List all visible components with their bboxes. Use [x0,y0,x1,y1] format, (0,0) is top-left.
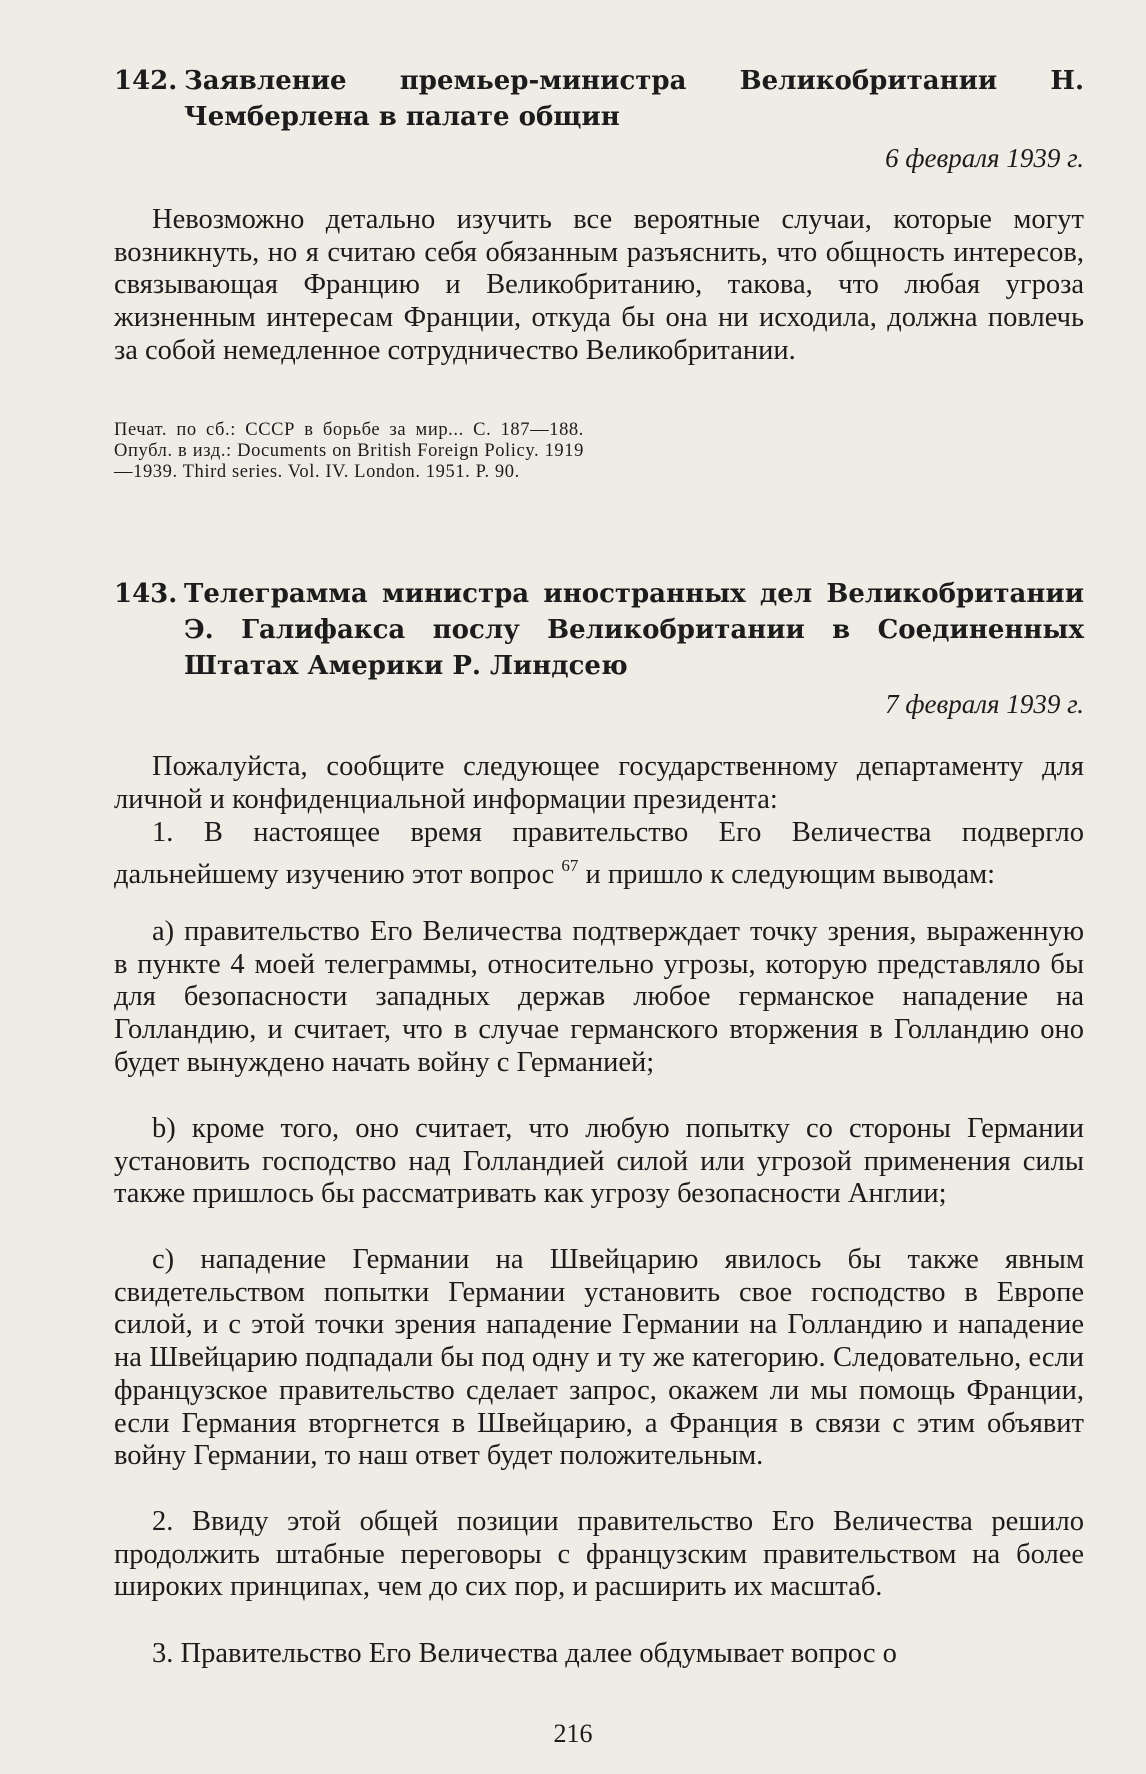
doc143-number: 143. [114,579,178,609]
doc143-title: Телеграмма министра иностранных дел Великобритании Э. Галифакса послу Великобритании в Соединенных Штатах Америки Р. Линдсею [184,579,1084,681]
doc142-heading [114,63,1084,135]
doc143-point-2: 2. Ввиду этой общей позиции правительство Его Величества решило продолжить штабные переговоры с французским правительством на более широких принципах, чем до сих пор, и расширить их масштаб. [114,1506,1084,1603]
page-number: 216 [553,1719,593,1748]
doc143-point-a: a) правительство Его Величества подтверждает точку зрения, выраженную в пункте 4 моей телеграммы, относительно угрозы, которую представляло бы для безопасности западных держав любое германское нападение на Голландию, и считает, что в случае германского вторжения в Голландию оно будет вынуждено начать войну с Германией; [114,916,1084,1078]
doc142-source: Печат. по сб.: СССР в борьбе за мир... С. 187—188. Опубл. в изд.: Documents on British Foreign Policy. 1919—1939. Third series. Vol. IV. London. 1951. P. 90. [114,420,584,482]
doc142-number: 142. [114,66,178,96]
doc142-body: Невозможно детально изучить все вероятные случаи, которые могут возникнуть, но я считаю себя обязанным разъяснить, что общность интересов, связывающая Францию и Великобританию, такова, что любая угроза жизненным интересам Франции, откуда бы она ни исходила, должна повлечь за собой немедленное сотрудничество Великобритании. [114,204,1084,366]
doc142-title: Заявление премьер-министра Великобритании Н. Чемберлена в палате общин [184,66,1084,132]
doc143-point-1-text: 1. В настоящее время правительство Его Величества подвергло дальнейшему изучению этот вопрос [114,817,1084,890]
doc143-point-b: b) кроме того, оно считает, что любую попытку со стороны Германии установить господство над Голландией силой или угрозой применения силы также пришлось бы рассматривать как угрозу безопасности Англии; [114,1113,1084,1210]
doc143-point-c: c) нападение Германии на Швейцарию явилось бы также явным свидетельством попытки Германии установить свое господство в Европе силой, и с этой точки зрения нападение Германии на Голландию и нападение на Швейцарию подпадали бы под одну и ту же категорию. Следовательно, если французское правительство сделает запрос, окажем ли мы помощь Франции, если Германия вторгнется в Швейцарию, а Франция в связи с этим объявит войну Германии, то наш ответ будет положительным. [114,1244,1084,1472]
doc143-point-1-text-end: и пришло к следующим выводам: [585,858,996,890]
doc143-point-3: 3. Правительство Его Величества далее обдумывает вопрос о [152,1638,897,1669]
doc143-intro: Пожалуйста, сообщите следующее государственному департаменту для личной и конфиденциальной информации президента: [114,751,1084,815]
footnote-ref: 67 [561,855,579,875]
doc142-date: 6 февраля 1939 г. [885,143,1084,173]
doc143-date: 7 февраля 1939 г. [885,689,1084,719]
doc143-point-1 [114,817,1084,891]
doc143-heading [114,576,1084,684]
